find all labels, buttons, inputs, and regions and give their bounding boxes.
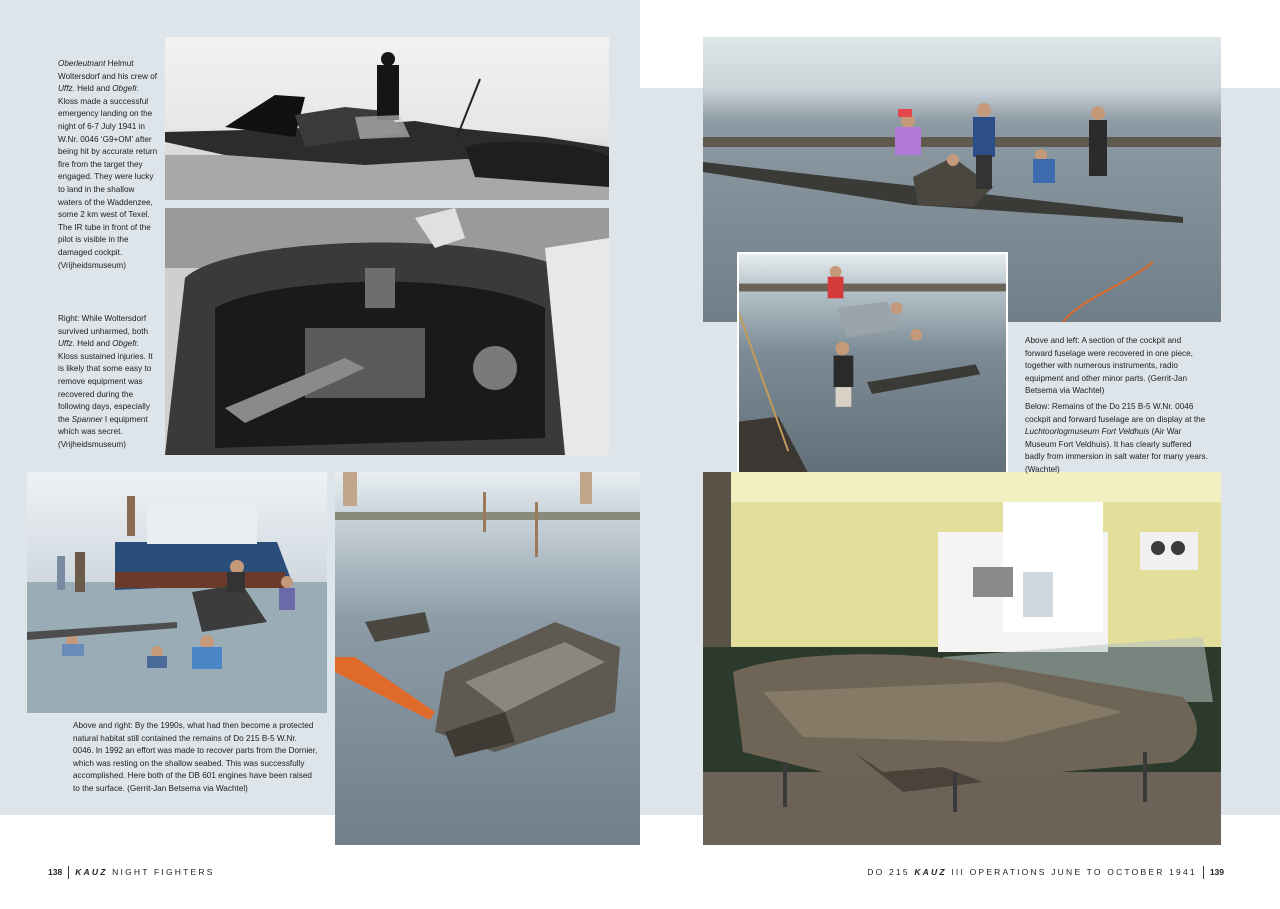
caption-rank: Uffz.: [58, 339, 75, 349]
page-number: 139: [1209, 866, 1224, 877]
running-title: III OPERATIONS JUNE TO OCTOBER 1941: [946, 866, 1197, 877]
running-title-italic: KAUZ: [914, 866, 947, 877]
caption-device: Spanner: [71, 414, 103, 424]
caption-museum-name: Luchtoorlogmuseum Fort Veldhuis: [1025, 427, 1150, 437]
caption-rank: Obgefr.: [112, 339, 140, 349]
caption-text: Kloss sustained injuries. It is likely that some easy to remove equipment was recovered during the following days, especially the: [58, 351, 153, 424]
caption-text: Held and: [74, 339, 113, 349]
caption-rank: Uffz.: [58, 84, 75, 94]
caption-rank: Oberleutnant: [58, 59, 106, 68]
running-title-italic: KAUZ: [75, 866, 108, 877]
footer-right: [867, 866, 1224, 879]
caption-museum-display: [1025, 401, 1210, 477]
caption-text: Above and left: A section of the cockpit and forward fuselage were recovered in one piece, together with numerous instruments, radio equipment and other minor parts. (Gerrit-Jan Betsema via Wachtel): [1025, 336, 1193, 396]
caption-emergency-landing: [58, 58, 158, 272]
caption-recovery-1990s: [73, 720, 318, 796]
caption-text: Kloss made a successful emergency landing on the night of 6-7 July 1941 in W.Nr. 0046 ‘G9+OM’ after being hit by accurate return fire from the target they engaged. They were lucky to land in the shallow waters of the Waddenzee, some 2 km west of Texel. The IR tube in front of the pilot is visible in the damaged cockpit. (Vrijheidsmuseum): [58, 96, 158, 270]
photo-aircraft-landed-in-water: [165, 37, 609, 200]
page-number: 138: [48, 866, 63, 877]
caption-cockpit-recovered: [1025, 335, 1210, 398]
running-title: DO 215: [867, 866, 915, 877]
photo-engines-raised: [335, 472, 640, 845]
caption-text: Above and right: By the 1990s, what had then become a protected natural habitat still contained the remains of Do 215 B-5 W.Nr. 0046. In 1992 an effort was made to recover parts from the Dornier, which was resting on the shallow seabed. This was successfully accomplished. Here both of the DB 601 engines have been raised to the surface. (Gerrit-Jan Betsema via Wachtel): [73, 721, 318, 793]
footer-divider: [68, 866, 69, 879]
caption-text: Right: While Woltersdorf survived unharmed, both: [58, 314, 149, 336]
caption-text: Helmut Woltersdorf and his crew of: [58, 59, 158, 81]
footer-divider: [1203, 866, 1204, 879]
footer-left: [48, 866, 215, 879]
caption-text: I equipment which was secret. (Vrijheidsmuseum): [58, 414, 148, 449]
caption-text: (Air War Museum Fort Veldhuis). It has clearly suffered badly from immersion in salt water for many years. (Wachtel): [1025, 427, 1208, 474]
photo-museum-display: [703, 472, 1221, 845]
caption-text: Below: Remains of the Do 215 B-5 W.Nr. 0046 cockpit and forward fuselage are on display at the: [1025, 402, 1206, 424]
photo-salvage-boat: [27, 472, 327, 713]
caption-crew-injuries: [58, 313, 158, 452]
running-title: NIGHT FIGHTERS: [107, 866, 215, 877]
photo-damaged-cockpit: [165, 208, 609, 455]
caption-rank: Obgefr.: [112, 84, 140, 94]
caption-text: Held and: [74, 84, 113, 94]
